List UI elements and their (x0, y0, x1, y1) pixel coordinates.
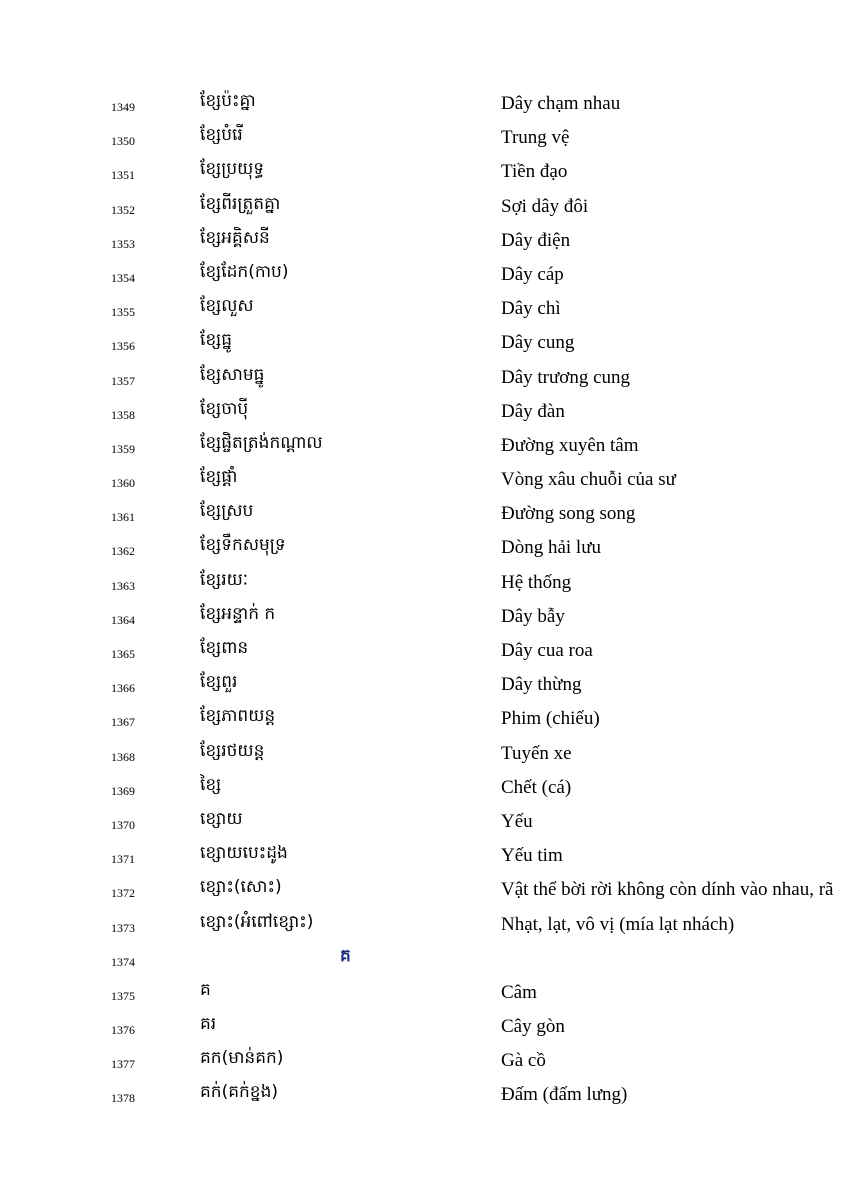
entry-number: 1360 (111, 476, 135, 491)
entry-row (0, 1009, 848, 1043)
entry-number: 1356 (111, 339, 135, 354)
entry-number: 1355 (111, 305, 135, 320)
vietnamese-meaning: Yếu tim (501, 845, 563, 867)
entry-number: 1364 (111, 612, 135, 627)
vietnamese-meaning: Dây thừng (501, 674, 582, 696)
entry-number: 1351 (111, 168, 135, 183)
entry-row (0, 120, 848, 154)
khmer-term: ខ្សែផ្តាំ (200, 467, 238, 488)
khmer-term: ខ្សែចាប៉ី (200, 398, 249, 419)
entry-row (0, 360, 848, 394)
vietnamese-meaning: Đường song song (501, 503, 636, 525)
vietnamese-meaning: Dây đàn (501, 400, 565, 422)
entry-row (0, 1077, 848, 1111)
khmer-term: គក(មាន់គក) (200, 1048, 284, 1069)
khmer-term: ខ្សែអន្ទាក់ ក (200, 603, 276, 624)
vietnamese-meaning: Tuyến xe (501, 742, 572, 764)
vietnamese-meaning: Dây điện (501, 229, 571, 251)
vietnamese-meaning: Vật thể bời rời không còn dính vào nhau, rã (501, 879, 834, 901)
entry-row (0, 599, 848, 633)
entry-number: 1368 (111, 749, 135, 764)
khmer-term: ខ្សែអគ្គិសនី (200, 227, 270, 248)
entry-number: 1358 (111, 407, 135, 422)
entry-row (0, 1043, 848, 1077)
khmer-term: ខ្សែប៉ះគ្នា (200, 91, 256, 111)
khmer-term: ខ្សែទឹកសមុទ្រ (200, 535, 286, 556)
entry-number: 1354 (111, 270, 135, 285)
entry-row (0, 189, 848, 223)
entry-row (0, 291, 848, 325)
entry-number: 1357 (111, 373, 135, 388)
entry-row (0, 701, 848, 735)
khmer-term: ខ្សែប្រយុទ្ធ (200, 159, 265, 180)
entry-row (0, 530, 848, 564)
entry-number: 1376 (111, 1023, 135, 1038)
entry-row (0, 86, 848, 120)
khmer-term: ខ្សែពីរត្រួតគ្នា (200, 193, 281, 214)
entry-list (0, 86, 848, 1112)
section-letter: គ (340, 945, 351, 966)
entry-number: 1370 (111, 817, 135, 832)
entry-number: 1352 (111, 202, 135, 217)
khmer-term: គ (200, 979, 211, 1000)
entry-number: 1361 (111, 510, 135, 525)
khmer-term: ខ្សោះ(អំពៅខ្សោះ) (200, 911, 314, 932)
entry-number: 1366 (111, 681, 135, 696)
entry-row (0, 462, 848, 496)
vietnamese-meaning: Trung vệ (501, 127, 570, 149)
vietnamese-meaning: Dây cung (501, 332, 575, 354)
vietnamese-meaning: Vòng xâu chuỗi của sư (501, 469, 676, 491)
entry-number: 1375 (111, 988, 135, 1003)
khmer-term: ខ្សែរថយន្ត (200, 740, 265, 761)
vietnamese-meaning: Yếu (501, 810, 533, 832)
entry-row (0, 154, 848, 188)
entry-row (0, 394, 848, 428)
khmer-term: ខ្សែពួរ (200, 672, 238, 693)
entry-row (0, 496, 848, 530)
vietnamese-meaning: Dây cua roa (501, 640, 593, 661)
entry-number: 1374 (111, 954, 135, 969)
khmer-term: ខ្សែធ្នូ (200, 330, 233, 351)
entry-number: 1372 (111, 886, 135, 901)
vietnamese-meaning: Dây trương cung (501, 366, 631, 388)
vietnamese-meaning: Câm (501, 981, 537, 1003)
entry-row (0, 804, 848, 838)
khmer-term: ខ្សែភាពយន្ត (200, 706, 276, 727)
khmer-term: គក់(គក់ខ្នង) (200, 1082, 279, 1103)
vietnamese-meaning: Dây chạm nhau (501, 93, 621, 114)
entry-number: 1353 (111, 236, 135, 251)
entry-row (0, 872, 848, 906)
entry-number: 1363 (111, 578, 135, 593)
entry-row (0, 565, 848, 599)
entry-row (0, 736, 848, 770)
section-heading-row (0, 941, 848, 975)
entry-number: 1373 (111, 920, 135, 935)
entry-number: 1371 (111, 852, 135, 867)
entry-row (0, 838, 848, 872)
vietnamese-meaning: Nhạt, lạt, vô vị (mía lạt nhách) (501, 913, 735, 935)
vietnamese-meaning: Dây cáp (501, 263, 564, 285)
khmer-term: ខ្សែសាមធ្នូ (200, 364, 265, 385)
entry-row (0, 975, 848, 1009)
vietnamese-meaning: Tiền đạo (501, 161, 568, 183)
khmer-term: ខ្សែស្រប (200, 501, 254, 522)
entry-row (0, 257, 848, 291)
entry-number: 1362 (111, 544, 135, 559)
entry-number: 1350 (111, 134, 135, 149)
vietnamese-meaning: Dòng hải lưu (501, 537, 602, 559)
khmer-term: ខ្សែលួស (200, 296, 254, 317)
entry-number: 1365 (111, 647, 135, 661)
khmer-term: ខ្សោះ(សោះ) (200, 877, 282, 898)
khmer-term: ខ្សែពាន (200, 638, 249, 658)
entry-number: 1367 (111, 715, 135, 730)
entry-row (0, 907, 848, 941)
vietnamese-meaning: Dây bẫy (501, 605, 565, 627)
vietnamese-meaning: Đường xuyên tâm (501, 434, 639, 456)
entry-number: 1377 (111, 1057, 135, 1072)
vietnamese-meaning: Dây chì (501, 298, 561, 320)
vietnamese-meaning: Gà cồ (501, 1050, 546, 1072)
khmer-term: ខ្សែផ្ចិតត្រង់កណ្តាល (200, 432, 323, 453)
entry-number: 1378 (111, 1091, 135, 1106)
entry-row (0, 325, 848, 359)
vietnamese-meaning: Hệ thống (501, 571, 572, 593)
entry-number: 1349 (111, 100, 135, 114)
khmer-term: ខ្សៃ (200, 774, 222, 795)
entry-row (0, 633, 848, 667)
entry-row (0, 428, 848, 462)
khmer-term: ខ្សោយបេះដូង (200, 843, 288, 864)
vietnamese-meaning: Sợi dây đôi (501, 195, 589, 217)
vietnamese-meaning: Đấm (đấm lưng) (501, 1084, 628, 1106)
khmer-term: ខ្សែដែក(កាប) (200, 261, 289, 282)
khmer-term: ខ្សោយ (200, 808, 243, 829)
entry-row (0, 667, 848, 701)
entry-number: 1359 (111, 441, 135, 456)
khmer-term: ខ្សែរយៈ (200, 569, 249, 590)
vietnamese-meaning: Phim (chiếu) (501, 708, 600, 730)
vietnamese-meaning: Chết (cá) (501, 776, 572, 798)
entry-row (0, 223, 848, 257)
khmer-term: គរ (200, 1014, 217, 1035)
entry-number: 1369 (111, 783, 135, 798)
entry-row (0, 770, 848, 804)
khmer-term: ខ្សែបំរើ (200, 125, 243, 146)
vietnamese-meaning: Cây gòn (501, 1016, 565, 1038)
